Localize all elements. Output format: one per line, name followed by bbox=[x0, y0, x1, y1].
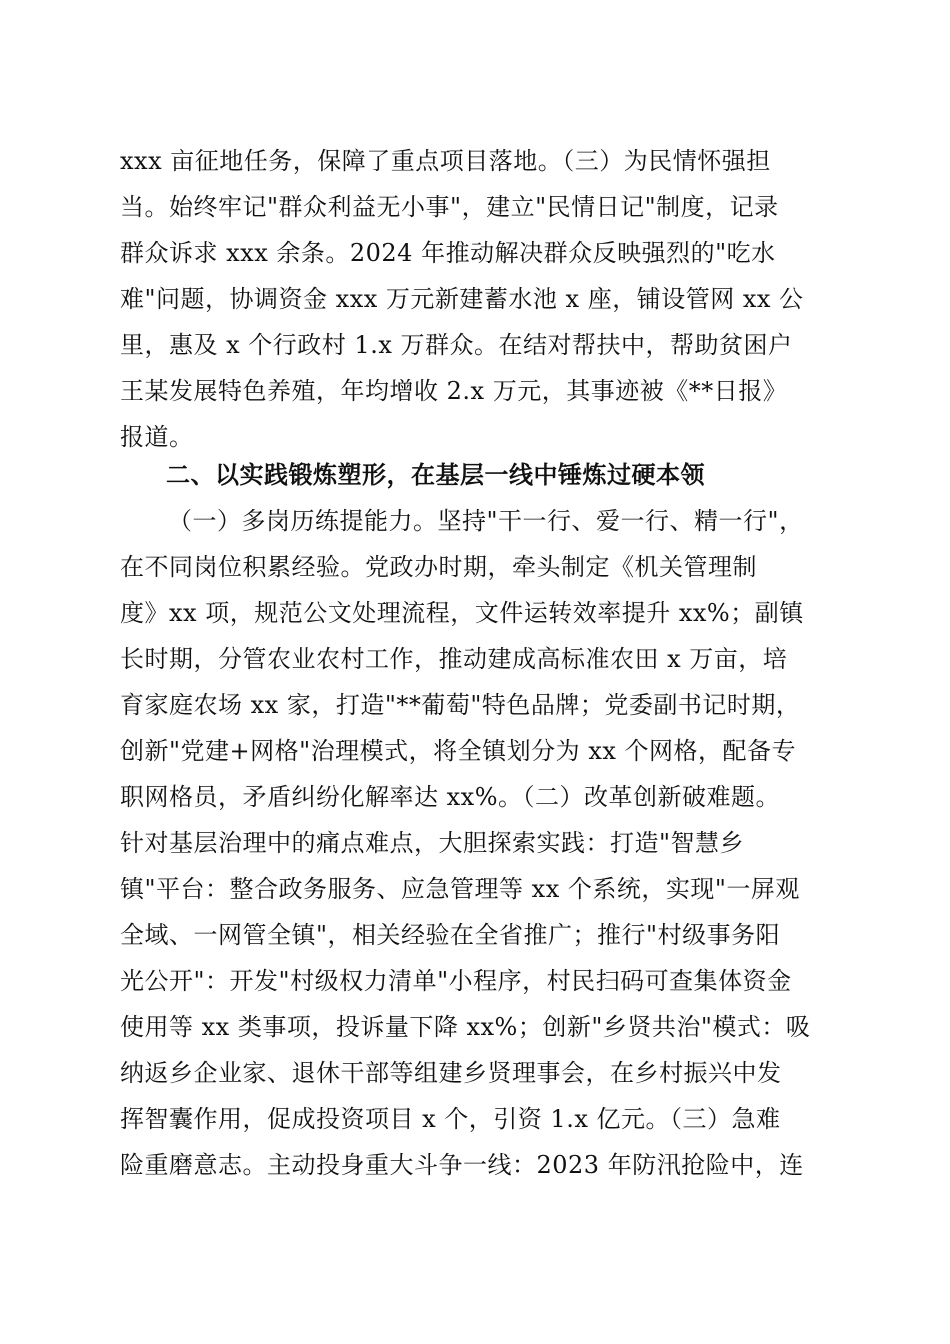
text-line: 度》xx 项，规范公文处理流程，文件运转效率提升 xx%；副镇 bbox=[120, 599, 804, 627]
text-line: 当。始终牢记"群众利益无小事"，建立"民情日记"制度，记录 bbox=[120, 193, 779, 221]
text-line: （一）多岗历练提能力。坚持"干一行、爱一行、精一行"， bbox=[168, 507, 804, 535]
text-line: 难"问题，协调资金 xxx 万元新建蓄水池 x 座，铺设管网 xx 公 bbox=[120, 285, 804, 313]
text-line: 在不同岗位积累经验。党政办时期，牵头制定《机关管理制 bbox=[120, 553, 757, 581]
paragraph-practice-training bbox=[120, 498, 830, 1188]
text-line: 王某发展特色养殖，年均增收 2.x 万元，其事迹被《**日报》 bbox=[120, 377, 788, 405]
text-line: 挥智囊作用，促成投资项目 x 个，引资 1.x 亿元。（三）急难 bbox=[120, 1105, 781, 1133]
text-line: 镇"平台：整合政务服务、应急管理等 xx 个系统，实现"一屏观 bbox=[120, 875, 800, 903]
text-line: xxx 亩征地任务，保障了重点项目落地。（三）为民情怀强担 bbox=[120, 147, 771, 175]
text-line: 光公开"：开发"村级权力清单"小程序，村民扫码可查集体资金 bbox=[120, 967, 792, 995]
text-line: 险重磨意志。主动投身重大斗争一线：2023 年防汛抢险中，连 bbox=[120, 1151, 804, 1179]
section-heading-text: 二、以实践锻炼塑形，在基层一线中锤炼过硬本领 bbox=[166, 461, 705, 489]
text-line: 长时期，分管农业农村工作，推动建成高标准农田 x 万亩，培 bbox=[120, 645, 788, 673]
section-heading bbox=[166, 452, 846, 498]
text-line: 创新"党建+网格"治理模式，将全镇划分为 xx 个网格，配备专 bbox=[120, 737, 797, 765]
text-line: 纳返乡企业家、退休干部等组建乡贤理事会，在乡村振兴中发 bbox=[120, 1059, 782, 1087]
text-line: 里，惠及 x 个行政村 1.x 万群众。在结对帮扶中，帮助贫困户 bbox=[120, 331, 793, 359]
text-line: 职网格员，矛盾纠纷化解率达 xx%。（二）改革创新破难题。 bbox=[120, 783, 781, 811]
text-line: 报道。 bbox=[120, 423, 194, 451]
text-line: 针对基层治理中的痛点难点，大胆探索实践：打造"智慧乡 bbox=[120, 829, 745, 857]
text-line: 群众诉求 xxx 余条。2024 年推动解决群众反映强烈的"吃水 bbox=[120, 239, 776, 267]
paragraph-people-sentiment bbox=[120, 138, 830, 460]
text-line: 全域、一网管全镇"，相关经验在全省推广；推行"村级事务阳 bbox=[120, 921, 781, 949]
text-line: 使用等 xx 类事项，投诉量下降 xx%；创新"乡贤共治"模式：吸 bbox=[120, 1013, 811, 1041]
text-line: 育家庭农场 xx 家，打造"**葡萄"特色品牌；党委副书记时期， bbox=[120, 691, 801, 719]
